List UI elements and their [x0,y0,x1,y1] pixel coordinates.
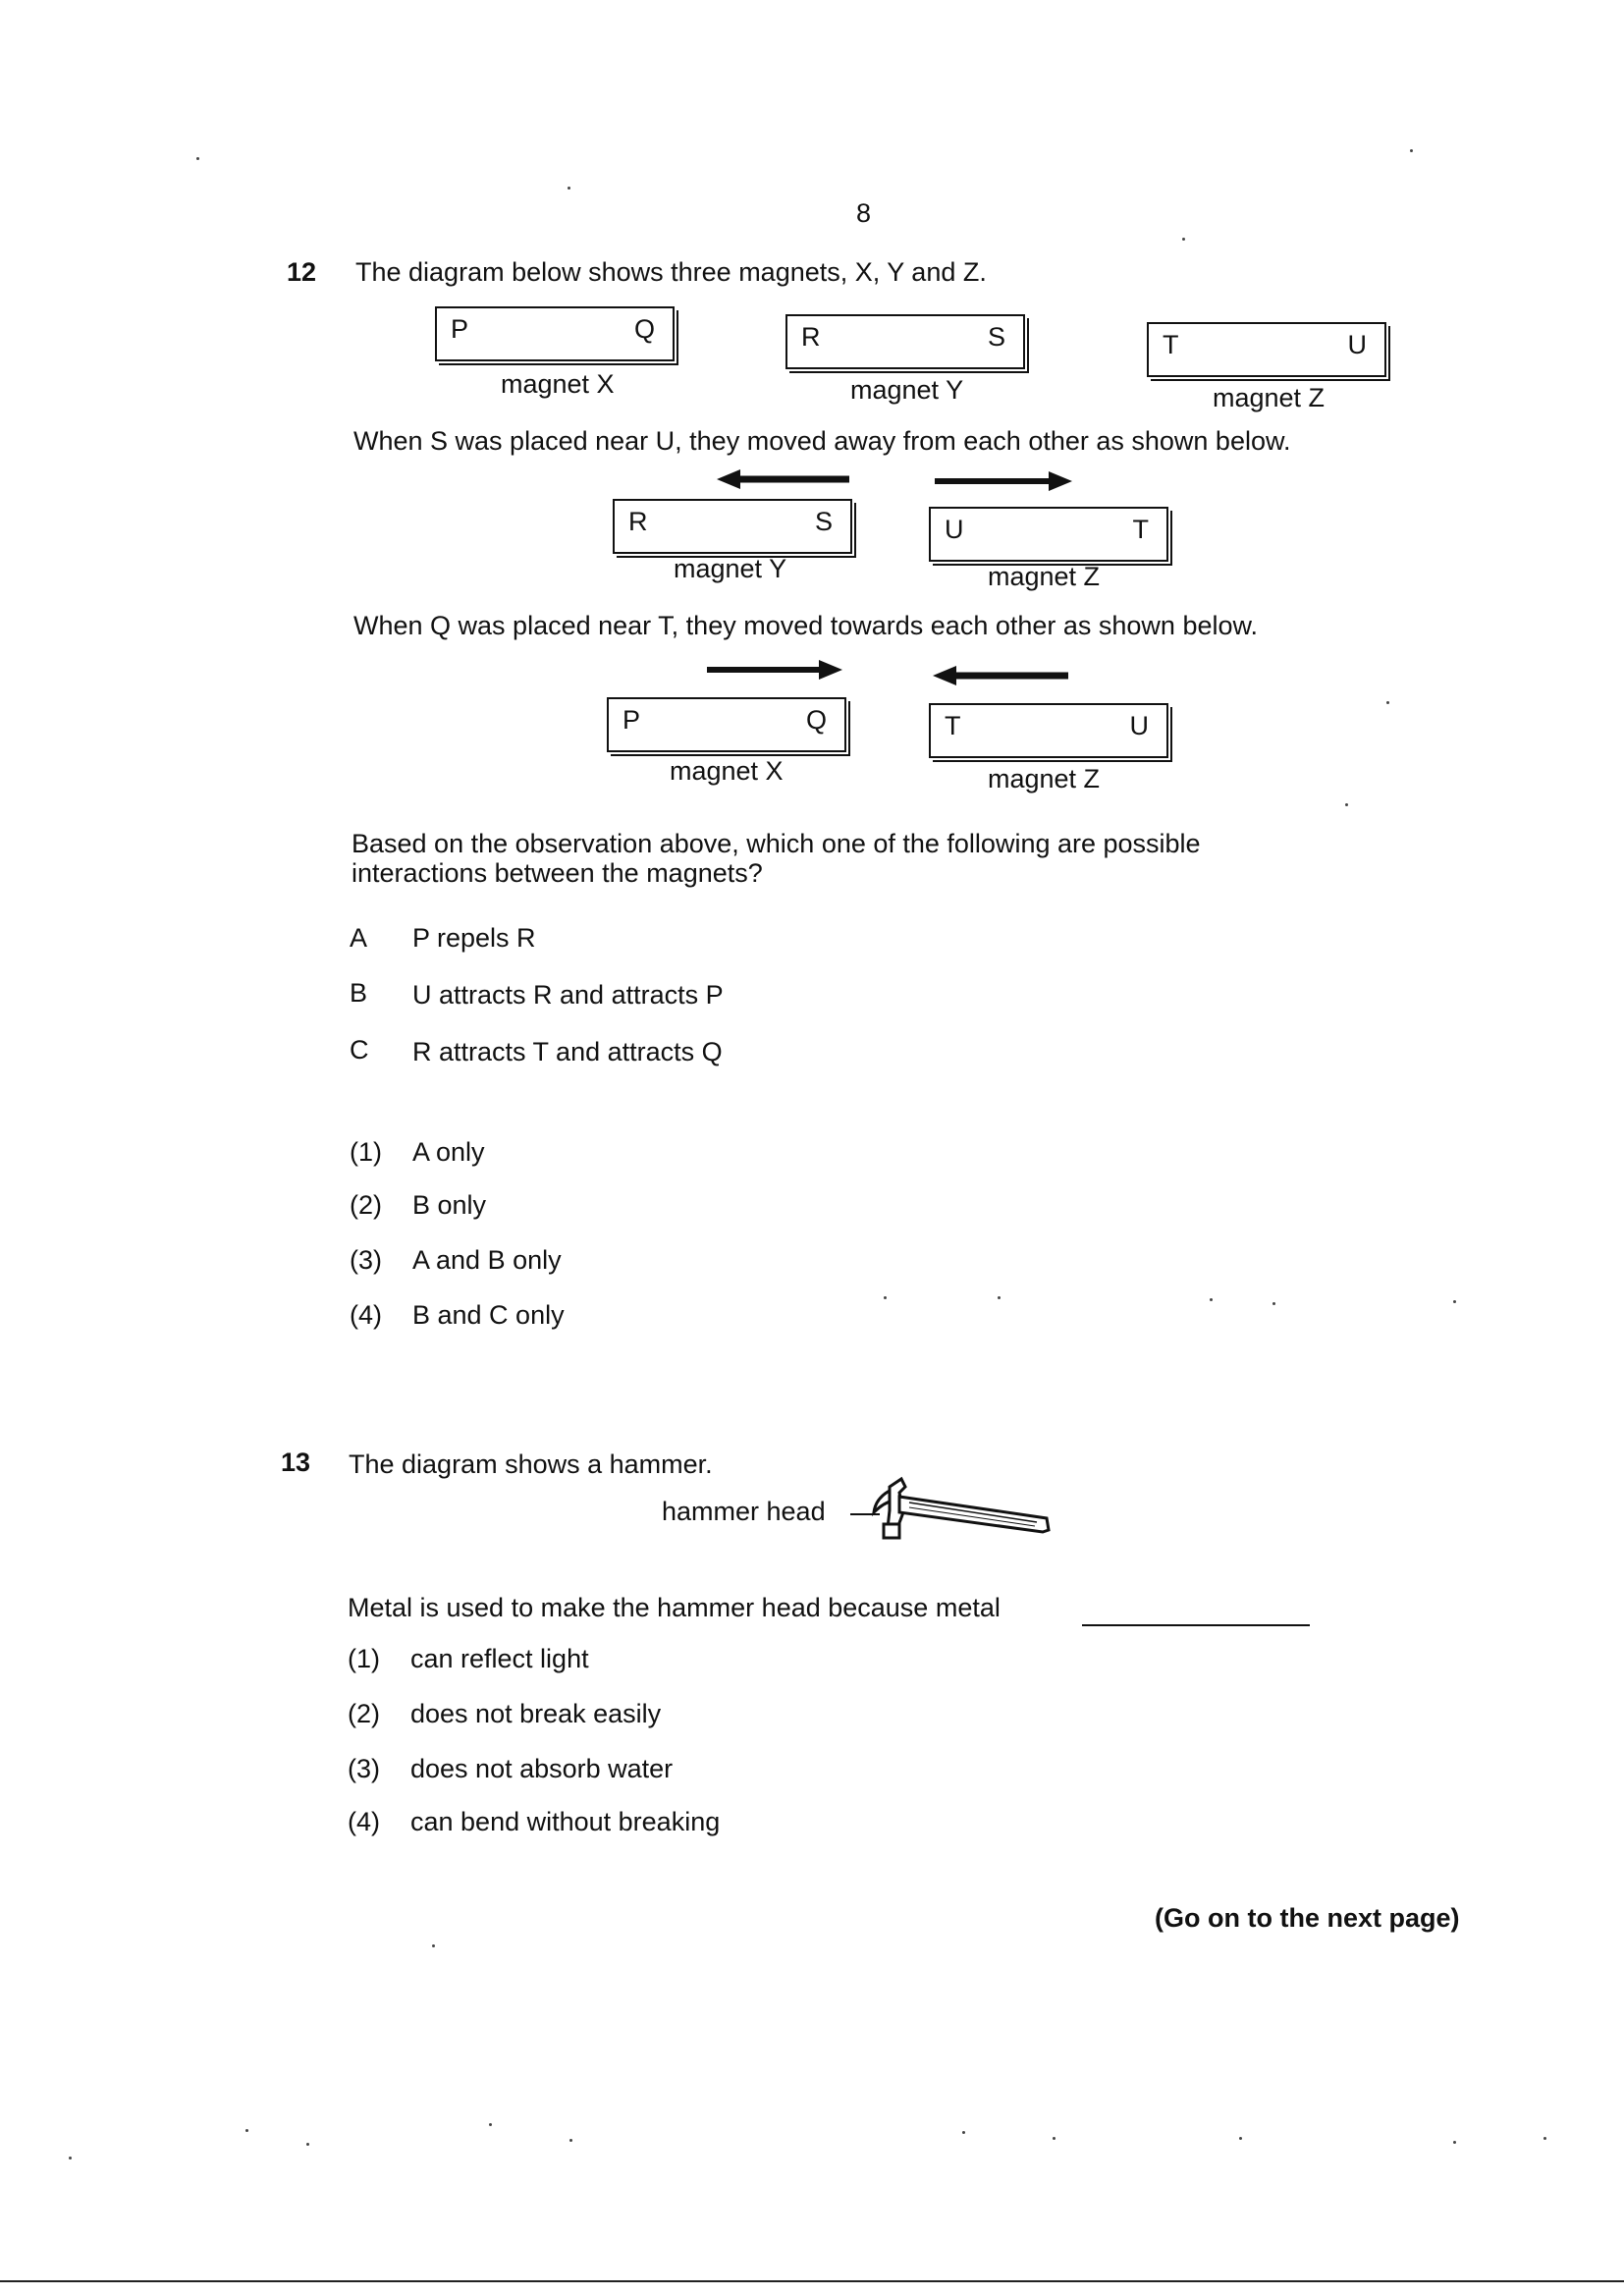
answer-blank [1082,1624,1310,1626]
scan-speck [1453,2141,1456,2144]
magnet-pole: P [451,314,469,344]
statement-letter: B [350,978,368,1008]
magnet-pole: U [1347,330,1367,359]
magnet-pole: T [1132,515,1149,544]
magnet-pole: P [623,705,641,735]
magnet-pole: T [945,711,961,740]
option-number: (1) [348,1644,380,1673]
magnet-pole: U [1129,711,1149,740]
magnet-label: magnet Z [1213,383,1326,412]
scan-speck [1543,2137,1546,2140]
scan-speck [1272,1302,1275,1305]
option-text: does not break easily [410,1699,662,1728]
question-12-stem: interactions between the magnets? [352,858,763,888]
magnet-z [929,703,1168,758]
question-12-stem: Based on the observation above, which one of the following are possible [352,829,1201,858]
hammer-icon [850,1473,1056,1571]
scan-speck [998,1296,1001,1299]
magnet-pole: R [801,322,821,352]
page-bottom-rule [0,2280,1624,2282]
magnet-label: magnet Z [988,562,1101,591]
scan-speck [432,1944,435,1947]
scan-speck [1210,1298,1213,1301]
arrow-right-icon [935,471,1072,491]
observation-1-text: When S was placed near U, they moved away from each other as shown below. [353,426,1291,456]
question-13-intro: The diagram shows a hammer. [349,1449,713,1479]
magnet-pole: R [628,507,648,536]
repel-arrows [707,462,1080,501]
magnet-pole: Q [805,705,827,735]
magnet-z [929,507,1168,562]
statement-text: U attracts R and attracts P [412,980,724,1010]
scan-speck [489,2123,492,2126]
scan-speck [1410,149,1413,152]
statement-letter: C [350,1035,369,1065]
option-text: A only [412,1137,485,1167]
option-number: (4) [350,1300,382,1330]
attract-arrows [697,652,1090,691]
magnet-y [785,314,1025,369]
option-text: B and C only [412,1300,565,1330]
hammer-head-label: hammer head [662,1497,826,1526]
option-number: (3) [348,1754,380,1783]
arrow-left-icon [717,469,849,489]
option-number: (1) [350,1137,382,1167]
scan-speck [884,1296,887,1299]
magnet-x [607,697,846,752]
scan-speck [1386,701,1389,704]
magnet-label: magnet Z [988,764,1101,793]
scan-speck [196,157,199,160]
question-12-intro: The diagram below shows three magnets, X, Y and Z. [355,257,987,287]
magnet-pole: S [814,507,833,536]
magnet-label: magnet X [670,756,784,786]
option-number: (4) [348,1807,380,1836]
magnet-label: magnet X [501,369,615,399]
scan-speck [1345,803,1348,806]
magnet-pole: U [945,515,964,544]
question-13-stem: Metal is used to make the hammer head because metal [348,1593,1001,1622]
scan-speck [962,2131,965,2134]
statement-letter: A [350,923,368,953]
magnet-z [1147,322,1386,377]
magnet-pole: S [987,322,1005,352]
scan-speck [1182,238,1185,241]
option-number: (2) [348,1699,380,1728]
option-number: (3) [350,1245,382,1275]
option-text: B only [412,1190,487,1220]
scan-speck [568,187,570,190]
magnet-pole: T [1163,330,1179,359]
scan-speck [306,2143,309,2146]
statement-text: P repels R [412,923,536,953]
question-13-number: 13 [281,1448,311,1477]
option-text: A and B only [412,1245,562,1275]
statement-text: R attracts T and attracts Q [412,1037,723,1066]
scan-speck [1053,2137,1056,2140]
magnet-x [435,306,675,361]
option-number: (2) [350,1190,382,1220]
scan-speck [1453,1300,1456,1303]
magnet-y [613,499,852,554]
scan-speck [569,2139,572,2142]
arrow-right-icon [707,660,842,680]
question-12-number: 12 [287,257,317,287]
scan-speck [245,2129,248,2132]
option-text: does not absorb water [410,1754,674,1783]
scan-speck [1239,2137,1242,2140]
magnet-pole: Q [633,314,655,344]
arrow-left-icon [933,666,1068,685]
page-number: 8 [856,198,872,228]
option-text: can reflect light [410,1644,589,1673]
option-text: can bend without breaking [410,1807,721,1836]
scan-speck [69,2157,72,2159]
magnet-label: magnet Y [674,554,787,583]
magnet-label: magnet Y [850,375,964,405]
observation-2-text: When Q was placed near T, they moved towards each other as shown below. [353,611,1259,640]
footer-note: (Go on to the next page) [1155,1903,1460,1933]
